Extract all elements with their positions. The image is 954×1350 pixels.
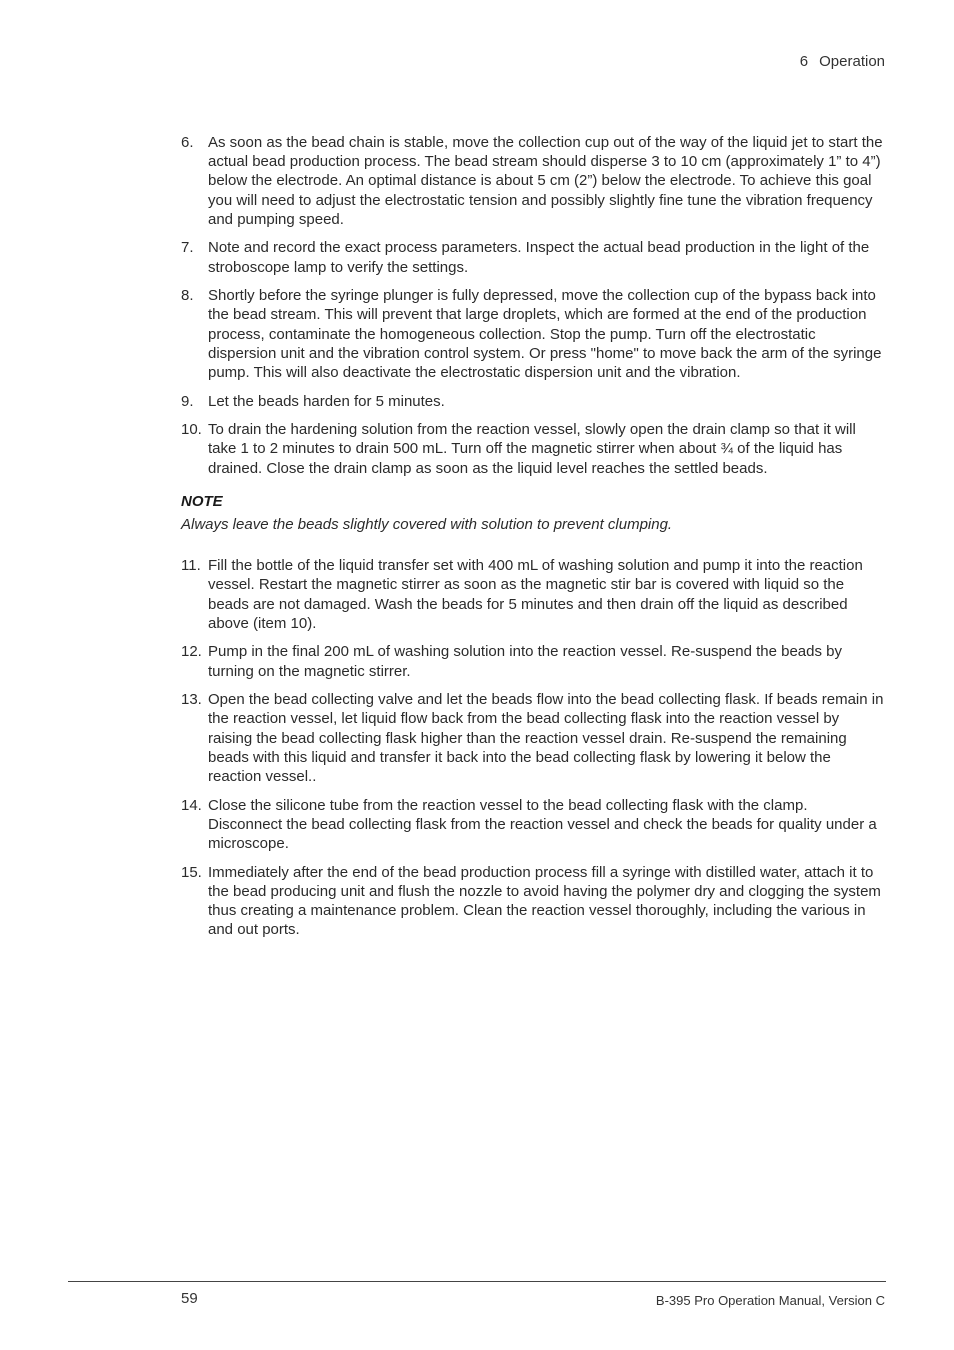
step-text: As soon as the bead chain is stable, move the collection cup out of the way of the liquid jet to start the actual bead production process. The bead stream should disperse 3 to 10 cm (approximately 1” to 4”) below the electrode. An optimal distance is about 5 cm (2”) below the electrode. To achieve this goal you will need to adjust the electrostatic tension and possibly slightly fine tune the vibration frequency and pumping speed. <box>208 134 883 228</box>
step-number: 8. <box>181 287 194 305</box>
step-text: Note and record the exact process parameters. Inspect the actual bead production in the light of the stroboscope lamp to verify the settings. <box>208 239 870 276</box>
procedure-steps-part-1 <box>181 133 885 478</box>
step-text: Pump in the final 200 mL of washing solution into the reaction vessel. Re-suspend the beads by turning on the magnetic stirrer. <box>208 643 842 680</box>
list-item <box>181 556 885 633</box>
list-item <box>181 863 885 940</box>
step-number: 14. <box>181 796 202 814</box>
list-item <box>181 796 885 854</box>
list-item <box>181 642 885 680</box>
step-text: Immediately after the end of the bead production process fill a syringe with distilled water, attach it to the bead producing unit and flush the nozzle to avoid having the polymer dry and clogging the system thus creating a maintenance problem. Clean the reaction vessel thoroughly, including the various in and out ports. <box>208 863 881 939</box>
note-text: Always leave the beads slightly covered with solution to prevent clumping. <box>181 516 673 534</box>
footer-divider <box>68 1281 886 1282</box>
step-text: Close the silicone tube from the reaction vessel to the bead collecting flask with the clamp. Disconnect the bead collecting flask from the reaction vessel and check the beads for quality under a microscope. <box>208 796 877 853</box>
step-text: Fill the bottle of the liquid transfer set with 400 mL of washing solution and pump it into the reaction vessel. Restart the magnetic stirrer as soon as the magnetic stir bar is covered with liquid so the beads are not damaged. Wash the beads for 5 minutes and then drain off the liquid as described above (item 10). <box>208 557 863 632</box>
step-number: 9. <box>181 392 194 410</box>
running-header <box>800 53 885 70</box>
step-number: 13. <box>181 691 202 709</box>
step-number: 6. <box>181 134 194 151</box>
list-item <box>181 133 885 229</box>
list-item <box>181 392 885 411</box>
chapter-number: 6 <box>799 53 809 70</box>
step-text: To drain the hardening solution from the reaction vessel, slowly open the drain clamp so that it will take 1 to 2 minutes to drain 500 mL. Turn off the magnetic stirrer when about ¾ of the liquid has drained. Close the drain clamp as soon as the liquid level reaches the settled beads. <box>208 421 856 477</box>
procedure-steps-part-2 <box>181 556 885 939</box>
chapter-title: Operation <box>819 53 885 70</box>
step-number: 7. <box>181 239 194 257</box>
step-text: Open the bead collecting valve and let the beads flow into the bead collecting flask. If beads remain in the reaction vessel, let liquid flow back from the bead collecting flask into the reaction vessel by raising the bead collecting flask higher than the reaction vessel drain. Re-suspend the remaining beads with this liquid and transfer it back into the bead collecting flask by lowering it below the reaction vessel.. <box>208 691 884 786</box>
manual-title: B-395 Pro Operation Manual, Version C <box>655 1293 885 1308</box>
list-item <box>181 690 885 786</box>
list-item <box>181 286 885 382</box>
page-number: 59 <box>181 1290 198 1307</box>
step-number: 10. <box>181 421 202 439</box>
step-number: 11. <box>181 557 201 575</box>
list-item <box>181 420 885 478</box>
note-title: NOTE <box>181 492 223 510</box>
main-content <box>181 133 885 949</box>
step-text: Shortly before the syringe plunger is fully depressed, move the collection cup of the bypass back into the bead stream. This will prevent that large droplets, which are formed at the end of the production process, contaminate the homogeneous collection. Stop the pump. Turn off the electrostatic dispersion unit and the vibration control system. Or press "home" to move back the arm of the syringe pump. This will also deactivate the electrostatic dispersion unit and the vibration. <box>208 287 882 382</box>
step-text: Let the beads harden for 5 minutes. <box>208 392 445 410</box>
note-box <box>181 492 885 534</box>
step-number: 12. <box>181 643 202 661</box>
step-number: 15. <box>181 863 202 881</box>
list-item <box>181 238 885 276</box>
